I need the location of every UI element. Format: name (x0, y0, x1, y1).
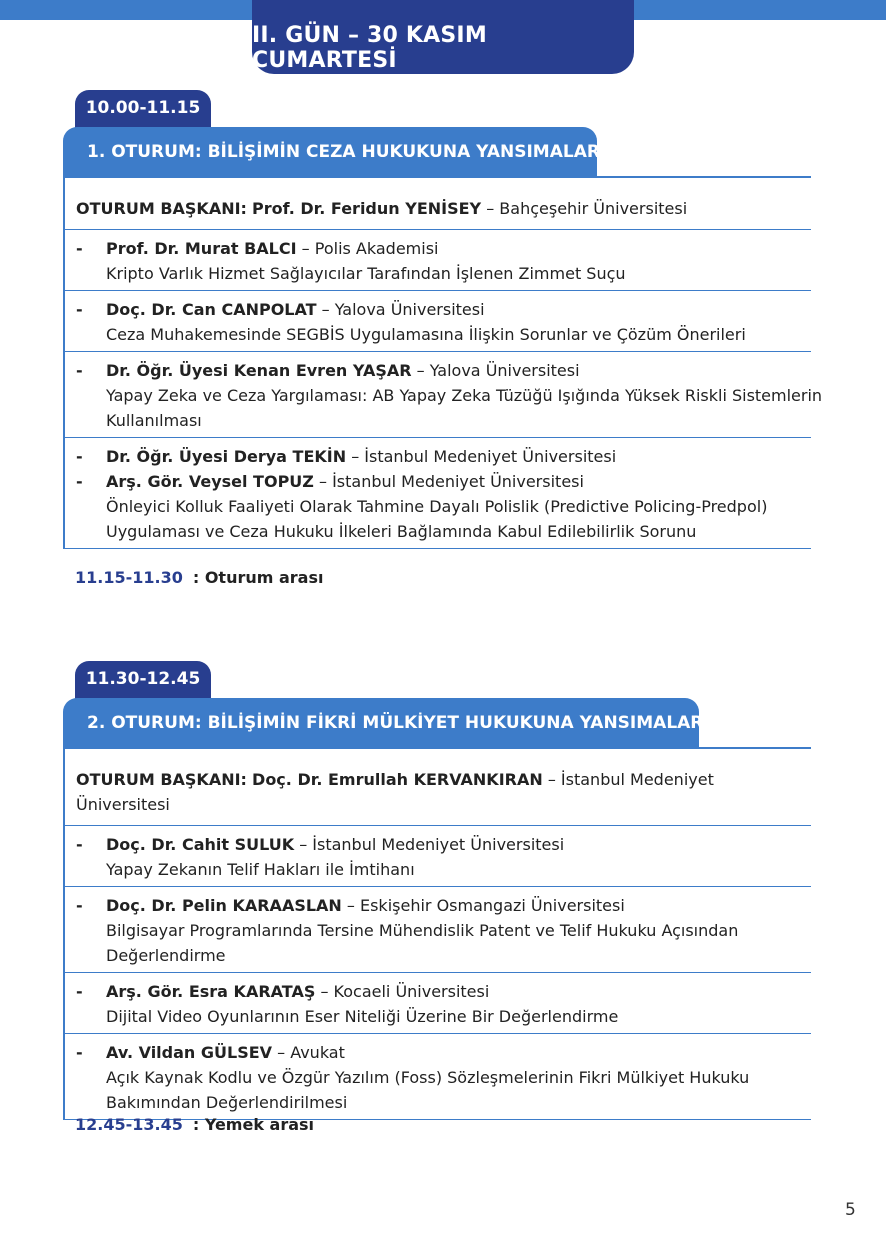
session-time: 10.00-11.15 (85, 98, 201, 118)
chair-affiliation: – Bahçeşehir Üniversitesi (481, 199, 688, 218)
speaker-affiliation: – Yalova Üniversitesi (316, 300, 485, 319)
talk-title: Açık Kaynak Kodlu ve Özgür Yazılım (Foss) Sözleşmelerinin Fikri Mülkiyet Hukuku (106, 1068, 750, 1087)
break-time: 12.45-13.45 (75, 1115, 183, 1134)
list-dash: - (76, 896, 83, 915)
talk-title: Ceza Muhakemesinde SEGBİS Uygulamasına İlişkin Sorunlar ve Çözüm Önerileri (106, 325, 746, 344)
talk-item (65, 352, 823, 438)
chair-name: Prof. Dr. Feridun YENİSEY (252, 199, 482, 218)
break-time: 11.15-11.30 (75, 568, 183, 587)
speaker-affiliation: – Avukat (272, 1043, 345, 1062)
list-dash: - (76, 1043, 83, 1062)
speaker-name: Av. Vildan GÜLSEV (106, 1043, 273, 1062)
speaker-affiliation: – Polis Akademisi (296, 239, 439, 258)
session-title-bar (63, 127, 607, 177)
talk-title: Önleyici Kolluk Faaliyeti Olarak Tahmine Dayalı Polislik (Predictive Policing-Predpol) (106, 497, 768, 516)
talk-title: Yapay Zeka ve Ceza Yargılaması: AB Yapay Zeka Tüzüğü Işığında Yüksek Riskli Sistemlerin (106, 386, 823, 405)
speaker-affiliation: – İstanbul Medeniyet Üniversitesi (346, 447, 617, 466)
talk-title: Uygulaması ve Ceza Hukuku İlkeleri Bağlamında Kabul Edilebilirlik Sorunu (106, 522, 697, 541)
talk-title: Bilgisayar Programlarında Tersine Mühendislik Patent ve Telif Hukuku Açısından (106, 921, 739, 940)
day-title-banner (252, 0, 634, 74)
page-number: 5 (845, 1200, 856, 1220)
talk-item (65, 1034, 811, 1120)
speaker-name: Arş. Gör. Veysel TOPUZ (106, 472, 314, 491)
talk-title: Kullanılması (106, 411, 202, 430)
talk-title: Kripto Varlık Hizmet Sağlayıcılar Tarafından İşlenen Zimmet Suçu (106, 264, 626, 283)
session-title: 2. OTURUM: BİLİŞİMİN FİKRİ MÜLKİYET HUKUKUNA YANSIMALARI (87, 713, 710, 733)
list-dash: - (76, 447, 83, 466)
day-title: II. GÜN – 30 KASIM CUMARTESİ (252, 23, 487, 73)
talk-title: Yapay Zekanın Telif Hakları ile İmtihanı (106, 860, 415, 879)
session-time-tab (75, 661, 211, 699)
chair-affiliation: – İstanbul Medeniyet Üniversitesi (76, 770, 714, 814)
speaker-name: Doç. Dr. Cahit SULUK (106, 835, 295, 854)
list-dash: - (76, 835, 83, 854)
speaker-affiliation: – Kocaeli Üniversitesi (315, 982, 490, 1001)
break-item (75, 1115, 314, 1134)
session-body (63, 176, 823, 549)
speaker-name: Dr. Öğr. Üyesi Kenan Evren YAŞAR (106, 361, 412, 380)
session-chair (65, 178, 811, 230)
session-title: 1. OTURUM: BİLİŞİMİN CEZA HUKUKUNA YANSIMALARI (87, 142, 607, 162)
talk-item (65, 230, 811, 291)
talk-title: Bakımından Değerlendirilmesi (106, 1093, 348, 1112)
talk-title: Değerlendirme (106, 946, 226, 965)
talk-item (65, 973, 811, 1034)
chair-label: OTURUM BAŞKANI: (76, 199, 247, 218)
break-label: : Yemek arası (192, 1115, 315, 1134)
talk-item (65, 887, 811, 973)
speaker-name: Dr. Öğr. Üyesi Derya TEKİN (106, 447, 347, 466)
speaker-affiliation: – İstanbul Medeniyet Üniversitesi (313, 472, 584, 491)
session-chair (65, 749, 811, 826)
list-dash: - (76, 300, 83, 319)
chair-name: Doç. Dr. Emrullah KERVANKIRAN (252, 770, 543, 789)
speaker-affiliation: – İstanbul Medeniyet Üniversitesi (294, 835, 565, 854)
speaker-name: Doç. Dr. Pelin KARAASLAN (106, 896, 342, 915)
speaker-name: Doç. Dr. Can CANPOLAT (106, 300, 317, 319)
talk-item (65, 438, 811, 549)
break-item (75, 568, 323, 587)
speaker-name: Arş. Gör. Esra KARATAŞ (106, 982, 316, 1001)
talk-item (65, 291, 811, 352)
talk-item (65, 826, 811, 887)
talk-title: Dijital Video Oyunlarının Eser Niteliği Üzerine Bir Değerlendirme (106, 1007, 619, 1026)
speaker-affiliation: – Eskişehir Osmangazi Üniversitesi (341, 896, 625, 915)
list-dash: - (76, 361, 83, 380)
session-body (63, 747, 811, 1120)
list-dash: - (76, 982, 83, 1001)
session-time: 11.30-12.45 (85, 669, 201, 689)
chair-label: OTURUM BAŞKANI: (76, 770, 247, 789)
session-time-tab (75, 90, 211, 128)
break-label: : Oturum arası (192, 568, 324, 587)
speaker-name: Prof. Dr. Murat BALCI (106, 239, 297, 258)
session-title-bar (63, 698, 710, 748)
list-dash: - (76, 472, 83, 491)
speaker-affiliation: – Yalova Üniversitesi (411, 361, 580, 380)
list-dash: - (76, 239, 83, 258)
